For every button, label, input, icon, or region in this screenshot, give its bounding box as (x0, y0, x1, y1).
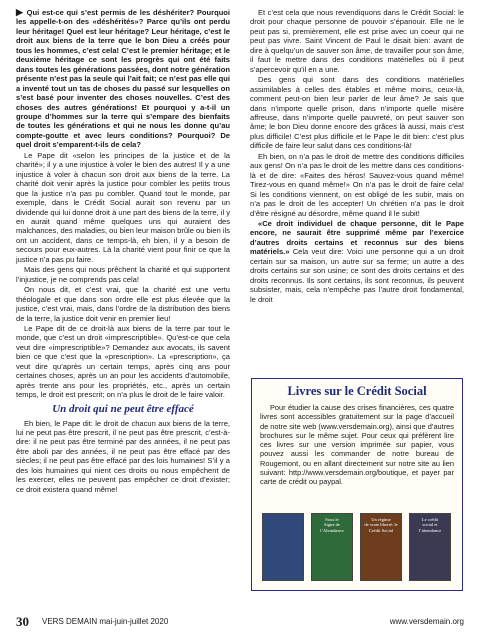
right-column (250, 8, 464, 305)
paragraph: Le Pape dit de ce droit-là aux biens de la terre par tout le monde, que c’est un droit «imprescriptible». Qu’est-ce que cela veut dire «imprescriptible»? Demandez aux avocats, ils savent bien ce que c’est que la «prescription». La «prescription», ça veut dire qu’après un certain temps, après cinq ans pour certaines choses, après un an pour les accidents d’automobile, après trente ans pour les propriétés, etc., après un certain temps, le droit est prescrit; on n’a plus le droit de le faire valoir. (16, 323, 230, 400)
paragraph: Mais des gens qui nous prêchent la charité et qui supportent l’injustice, je ne comprends pas cela! (16, 265, 230, 284)
paragraph: On nous dit, et c’est vrai, que la charité est une vertu théologale et que dans son ordre elle est plus élevée que la justice, c’est vrai, mais, dans l’ordre de la distribution des biens de la terre, la justice doit venir en premier lieu! (16, 285, 230, 323)
book-title-line: Le crédit (421, 517, 439, 522)
books-sidebar-box (251, 378, 463, 591)
paragraph: Des gens qui sont dans des conditions matérielles assimilables à celles des étables et même moins, ceux-là, comment peut-on bien leur parler de leur âme? Je sais que dans n’importe quelle prison, dans n’importe quelle misère affreuse, dans n’importe quelle pauvreté, on peut sauver son âme; le bon Dieu donne encore des grâces là aussi, mais c’est plus difficile! C’est plus difficile et le Pape le dit bien: c’est plus difficile de faire leur salut dans ces conditions-là! (250, 75, 464, 151)
book-cover[interactable] (311, 513, 353, 581)
box-body: Pour étudier la cause des crises financières, ces quatre livres sont accessibles gratuitement sur la page d’accueil de notre site web (www.versdemain.org), ainsi que d’autres brochures sur le même sujet. Pour ceux qui préfèrent lire ces livres sur une version imprimée sur papier, vous pouvez aussi les commander de notre bureau de Rougemont, ou en allant directement sur notre site au lien suivant: http://www.versdemain.org/boutique, et payer par carte de crédit ou paypal. (260, 403, 454, 487)
book-cover[interactable] (360, 513, 402, 581)
book-cover[interactable] (262, 513, 304, 581)
website-link[interactable]: www.versdemain.org (389, 617, 464, 626)
intro-paragraph (16, 8, 230, 150)
page-footer (0, 612, 480, 634)
intro-text: Qui est-ce qui s’est permis de les déshériter? Pourquoi les appelle-t-on des «déshérités»? Parce qu’ils ont perdu leur héritage! Quel est leur héritage? Leur héritage, c’est le droit aux biens de la terre que le bon Dieu a créés pour tous les hommes, c’est cela! C’est le premier héritage; et le deuxième héritage ce sont les progrès qui ont été faits dans toutes les générations passées, dont notre génération présente n’est pas la seule qui l’ait fait; ce n’est pas elle qui a inventé tout un tas de choses du passé sur lesquelles on s’est basé pour inventer des choses nouvelles. C’est des choses des autres générations! Et pourquoi y a-t-il un groupe d’hommes sur la terre qui s’empare des bienfaits de toutes les générations et qui ne nous les donne qu’au compte-goutte et avec leurs conditions? Pourquoi? De quel droit s’emparent-t-ils de cela? (16, 8, 231, 150)
paragraph: Et c’est cela que nous revendiquons dans le Crédit Social: le droit pour chaque personne de pouvoir s’épanouir. Elle ne le peut pas si, premièrement, elle est prise avec un coeur qui ne peut pas vivre. Saint Vincent de Paul le disait bien: avant de dire à quelqu’un de sauver son âme, de travailler pour son âme, il faut le mettre dans des conditions matérielles où il peut s’apercevoir qu’il en a une. (250, 8, 464, 74)
page-number: 30 (16, 614, 29, 629)
paragraph: Le Pape dit «selon les principes de la justice et de la charité»; il y a une injustice à voler le bien des autres! Il y a une injustice à voler à chacun son droit aux biens de la terre. La charité doit venir après la justice pour combler les petits trous que la justice n’a pas pu combler. Quand tout le monde, par exemple, dans le Crédit Social aurait son revenu par un dividende qui lui donne droit à une part des biens de la terre, il y en aurait quand même quelques uns qui auraient des malchances, des maladies, ou bien leur maison brûle ou bien ils ont un accident, dans ce temps-là, eh bien, il y a besoin de secours pour eux-autres. Là la charité vient pour finir ce que la justice n’a pas pu faire. (16, 150, 230, 264)
book-title-line: de vraie liberté: le Crédit Social (364, 522, 398, 533)
book-title-line: social et l’abondance (418, 522, 442, 533)
left-column (16, 8, 230, 495)
paragraph (250, 219, 464, 304)
book-title-line: Sous le (325, 517, 339, 522)
paragraph: Eh bien, on n’a pas le droit de mettre des conditions difficiles aux gens! On n’a pas le droit de les mettre dans ces conditions-là et de dire: «Faites des héros! Sauvez-vous quand même! Tirez-vous en quand même!» On n’a pas le droit de faire cela! Si les conditions viennent, on est obligé de les subir, mais on n’a pas le droit de les accepter! Un chrétien n’a pas le droit d’être résigné au désordre, même quand il le subit! (250, 151, 464, 218)
book-title-line: Signe de l’Abondance (320, 522, 344, 533)
paragraph: Eh bien, le Pape dit: le droit de chacun aux biens de la terre, lui ne peut pas être prescrit, il ne peut pas être prescrit, c’est-à-dire: il ne peut pas être terminé par des années, il ne peut pas être aboli par des années, il ne peut pas être effacé par des siècles; il ne peut pas être effacé par des lois humaines! S’il y a des lois humaines qui nient ces droits ou nous empêchent de les exercer, elles ne peuvent pas empêcher ce droit d’exister; ce droit existera quand même! (16, 418, 230, 494)
box-title: Livres sur le Crédit Social (287, 384, 427, 398)
book-covers-row (260, 511, 456, 585)
pope-quote: «Ce droit individuel de chaque personne, dit le Pape encore, ne saurait être supprimé même par l’exercice d’autres droits certains et reconnus sur des biens matériels.» (250, 218, 464, 257)
publication-info: VERS DEMAIN mai-juin-juillet 2020 (42, 617, 169, 626)
book-cover[interactable] (409, 513, 451, 581)
section-subheading: Un droit qui ne peut être effacé (52, 402, 194, 415)
arrow-bullet-icon: ▶ (16, 7, 24, 17)
quote-explanation: Cela veut dire: Voici une personne qui a un droit certain sur sa maison, un autre sur sa ferme; un autre a des droits certains sur son usine; ce sont des droits certains et des droits reconnus. Ils sont certains, ils sont reconnus, ils peuvent subsister, mais, cela n’empêche pas l’autre droit fondamental, le droit (250, 247, 464, 304)
book-title-line: Un régime (371, 517, 391, 522)
